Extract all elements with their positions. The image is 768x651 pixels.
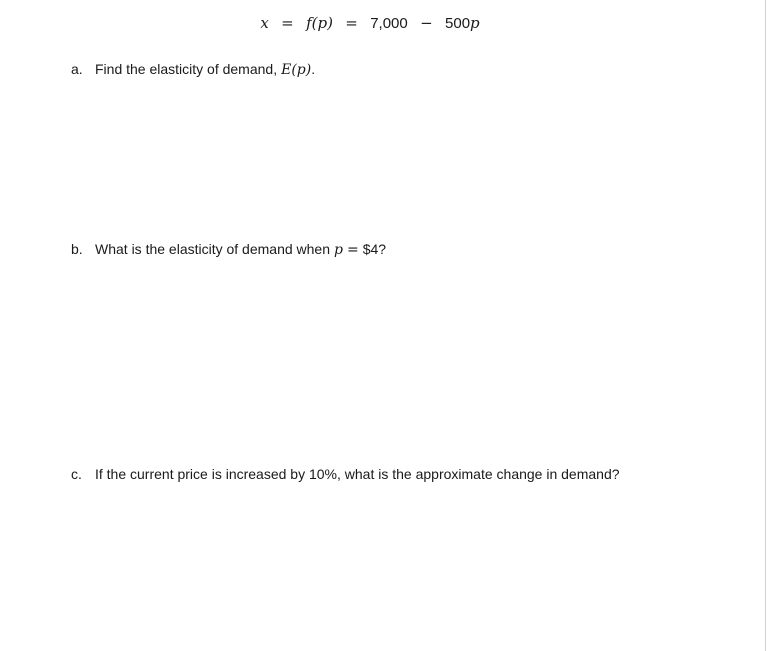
demand-equation: [0, 14, 740, 32]
question-a-suffix: .: [311, 61, 316, 77]
question-c-text: If the current price is increased by 10%, what is the approximate change in demand?: [95, 466, 620, 482]
question-b-math-var: p: [334, 242, 343, 258]
question-a-math: E(p): [281, 62, 312, 78]
question-b-value: $4?: [362, 241, 387, 257]
eq-equals-2: =: [345, 14, 358, 32]
eq-arg: (p): [311, 14, 333, 32]
question-b-label: b.: [71, 241, 83, 257]
eq-rhs-number: 7,000: [370, 15, 408, 32]
eq-func: f: [306, 14, 312, 32]
question-a: [71, 61, 315, 78]
question-c-label: c.: [71, 466, 82, 482]
question-a-text: Find the elasticity of demand,: [95, 61, 278, 77]
eq-minus: −: [420, 14, 433, 32]
question-a-label: a.: [71, 61, 83, 77]
eq-lhs-var: x: [260, 14, 269, 32]
question-c: [71, 466, 620, 482]
question-b-text: What is the elasticity of demand when: [95, 241, 331, 257]
question-b-math-eq: =: [346, 242, 359, 258]
question-b: [71, 241, 386, 258]
eq-coef-var: p: [470, 14, 480, 32]
eq-equals-1: =: [281, 14, 294, 32]
eq-coefficient: 500: [445, 15, 471, 32]
